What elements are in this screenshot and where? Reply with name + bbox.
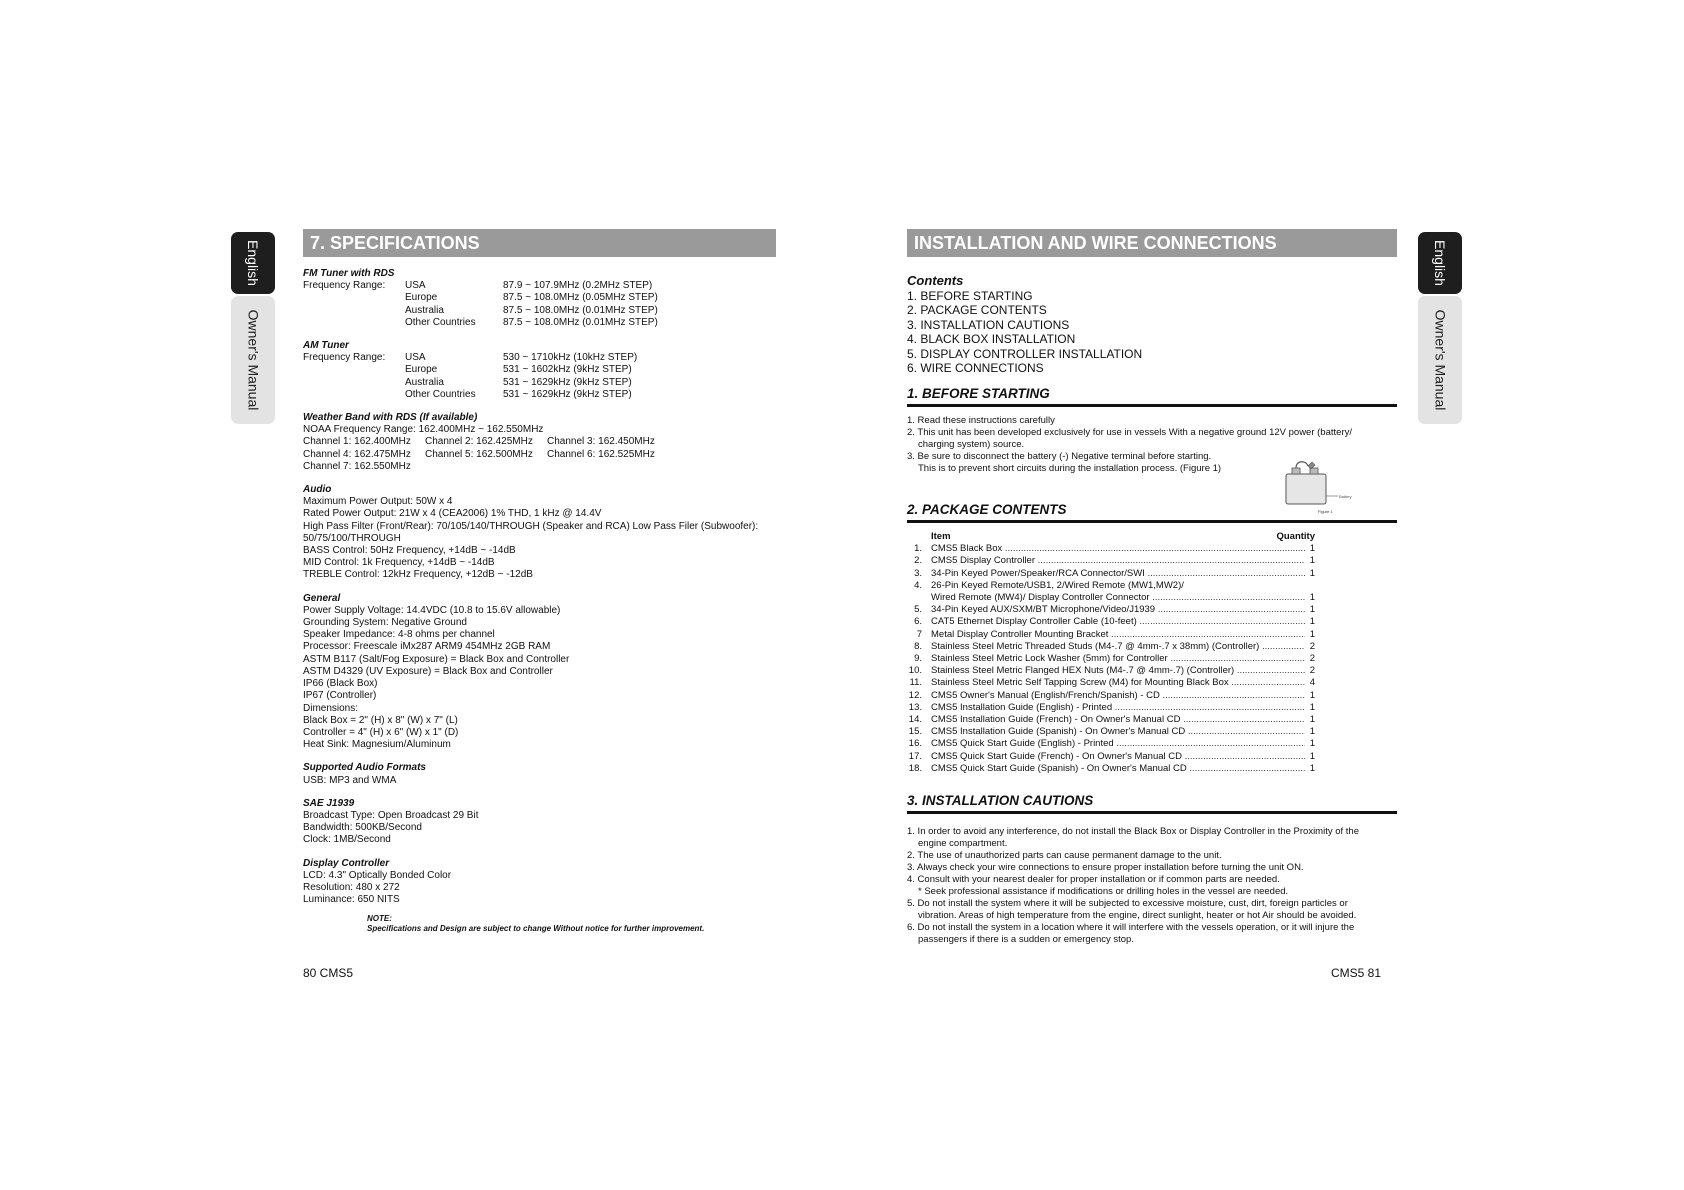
package-item-number: 8. — [914, 640, 922, 652]
general-line: ASTM D4329 (UV Exposure) = Black Box and Controller — [303, 665, 553, 677]
package-item-row — [907, 555, 1315, 567]
package-item-row — [907, 690, 1315, 702]
package-item-quantity: 2 — [1309, 665, 1315, 677]
package-item-row — [907, 751, 1315, 763]
audio-line: Rated Power Output: 21W x 4 (CEA2006) 1% THD, 1 kHz @ 14.4V — [303, 508, 602, 520]
package-item-row — [907, 568, 1315, 580]
manual-tab[interactable] — [231, 296, 275, 424]
noaa-range: NOAA Frequency Range: 162.400MHz ~ 162.550MHz — [303, 424, 544, 436]
package-item-number: 10. — [908, 665, 922, 677]
package-item-number: 2. — [914, 555, 922, 567]
package-item-quantity: 1 — [1309, 628, 1315, 640]
package-contents-table — [907, 531, 1315, 775]
package-item-number: 11. — [909, 677, 922, 689]
package-item-name: CMS5 Installation Guide (English) - Printed ..... — [931, 702, 1305, 714]
package-item-quantity: 2 — [1309, 653, 1315, 665]
manual-tab-label: Owner's Manual — [245, 309, 261, 411]
package-item-quantity: 1 — [1309, 738, 1315, 750]
installation-cautions-text — [907, 826, 1397, 946]
caution-line: vibration. Areas of high temperature from the engine, direct sunlight, heater or hot Air should be avoided. — [918, 910, 1357, 921]
page-number-right: CMS5 81 — [1331, 966, 1382, 980]
general-line: Black Box = 2" (H) x 8" (W) x 7" (L) — [303, 714, 458, 726]
package-item-quantity: 1 — [1309, 543, 1315, 555]
channel-row: Channel 1: 162.400MHz Channel 2: 162.425MHz Channel 3: 162.450MHz — [303, 436, 655, 448]
package-item-row — [907, 653, 1315, 665]
before-line: 1. Read these instructions carefully — [907, 415, 1055, 426]
package-item-quantity: 1 — [1309, 701, 1315, 713]
fm-tuner-heading: FM Tuner with RDS — [303, 268, 395, 279]
display-line: Resolution: 480 x 272 — [303, 881, 400, 893]
general-line: Processor: Freescale iMx287 ARM9 454MHz 2GB RAM — [303, 641, 551, 653]
package-item-row — [907, 714, 1315, 726]
package-item-number: 14. — [908, 714, 922, 726]
audio-line: BASS Control: 50Hz Frequency, +14dB ~ -14dB — [303, 545, 516, 557]
package-item-name: CMS5 Quick Start Guide (French) - On Owner's Manual CD ..... — [931, 751, 1305, 763]
am-row: Frequency Range: USA 530 ~ 1710kHz (10kHz STEP) — [303, 352, 638, 364]
audio-line: TREBLE Control: 12kHz Frequency, +12dB ~ -12dB — [303, 569, 533, 581]
package-item-quantity: 2 — [1309, 640, 1315, 652]
package-item-number: 15. — [908, 726, 922, 738]
package-item-name: CMS5 Quick Start Guide (Spanish) - On Owner's Manual CD ..... — [931, 763, 1305, 775]
display-line: Luminance: 650 NITS — [303, 894, 400, 906]
package-item-quantity: 1 — [1309, 750, 1315, 762]
package-item-row — [907, 616, 1315, 628]
general-line: Controller = 4" (H) x 6" (W) x 1" (D) — [303, 726, 459, 738]
package-item-quantity — [1305, 580, 1315, 592]
audio-line: 50/75/100/THROUGH — [303, 532, 401, 544]
package-item-quantity: 4 — [1309, 677, 1315, 689]
display-heading: Display Controller — [303, 857, 390, 869]
language-tab-right[interactable] — [1418, 232, 1462, 294]
general-line: Dimensions: — [303, 702, 359, 714]
display-line: LCD: 4.3" Optically Bonded Color — [303, 869, 452, 881]
package-item-row — [907, 677, 1315, 689]
caution-line: 6. Do not install the system in a location where it will interfere with the vessels operation, or it will injure the — [907, 922, 1355, 933]
contents-item[interactable]: 5. DISPLAY CONTROLLER INSTALLATION — [907, 346, 1143, 361]
package-contents-heading: 2. PACKAGE CONTENTS — [907, 502, 1397, 523]
package-item-name: CMS5 Black Box ..... — [931, 543, 1305, 555]
package-item-number: 3. — [914, 567, 922, 579]
package-item-quantity: 1 — [1309, 689, 1315, 701]
sae-heading: SAE J1939 — [303, 797, 355, 809]
package-item-row — [907, 543, 1315, 555]
contents-list — [907, 289, 1142, 375]
package-item-number: 5. — [914, 604, 922, 616]
contents-item[interactable]: 6. WIRE CONNECTIONS — [907, 361, 1044, 376]
package-item-quantity: 1 — [1309, 555, 1315, 567]
package-item-quantity: 1 — [1309, 616, 1315, 628]
installation-title: INSTALLATION AND WIRE CONNECTIONS — [907, 229, 1397, 257]
package-item-name: CMS5 Display Controller ..... — [931, 555, 1305, 567]
fm-row: Europe 87.5 ~ 108.0MHz (0.05MHz STEP) — [405, 292, 658, 304]
package-item-name: CMS5 Owner's Manual (English/French/Spanish) - CD ..... — [931, 690, 1305, 702]
package-item-number: 6. — [914, 616, 922, 628]
package-item-name: CMS5 Installation Guide (Spanish) - On Owner's Manual CD ..... — [931, 726, 1305, 738]
package-item-number: 9. — [914, 653, 922, 665]
am-row: Other Countries 531 ~ 1629kHz (9kHz STEP) — [405, 388, 632, 400]
before-line: 2. This unit has been developed exclusively for use in vessels With a negative ground 12V power (battery/ — [907, 427, 1352, 438]
installation-cautions-heading: 3. INSTALLATION CAUTIONS — [907, 793, 1397, 814]
package-item-number: 17. — [908, 750, 922, 762]
general-line: Power Supply Voltage: 14.4VDC (10.8 to 15.6V allowable) — [303, 604, 561, 616]
column-quantity: Quantity — [1276, 531, 1315, 542]
column-item: Item — [931, 531, 951, 542]
audio-line: MID Control: 1k Frequency, +14dB ~ -14dB — [303, 557, 495, 569]
caution-line: 5. Do not install the system where it will be subjected to excessive moisture, cust, dirt, foreign particles or — [907, 898, 1348, 909]
caution-line: 1. In order to avoid any interference, do not install the Black Box or Display Controller in the Proximity of the — [907, 826, 1360, 837]
package-item-name: CAT5 Ethernet Display Controller Cable (10-feet) ..... — [931, 616, 1305, 628]
package-item-name: 34-Pin Keyed AUX/SXM/BT Microphone/Video/J1939 ..... — [931, 604, 1305, 616]
package-item-number: 1. — [914, 543, 922, 555]
general-heading: General — [303, 592, 341, 604]
package-item-name: CMS5 Quick Start Guide (English) - Printed ..... — [931, 738, 1305, 750]
package-item-name: Metal Display Controller Mounting Bracket ..... — [931, 629, 1305, 641]
package-item-number: 13. — [908, 701, 922, 713]
note-text: Specifications and Design are subject to change Without notice for further improvement. — [367, 924, 705, 934]
contents-title: Contents — [907, 273, 964, 288]
page-number-left: 80 CMS5 — [303, 966, 354, 980]
language-tab[interactable] — [231, 232, 275, 294]
battery-label: Battery — [1339, 494, 1352, 499]
audio-line: Maximum Power Output: 50W x 4 — [303, 496, 453, 508]
caution-line: 3. Always check your wire connections to ensure proper installation before turning the unit ON. — [907, 862, 1304, 873]
manual-tab-label: Owner's Manual — [1432, 309, 1448, 411]
package-item-row — [907, 665, 1315, 677]
package-item-quantity: 1 — [1309, 604, 1315, 616]
package-item-name: Stainless Steel Metric Threaded Studs (M4-.7 @ 4mm-.7 x 38mm) (Controller) ..... — [931, 641, 1305, 653]
figure-label: Figure 1 — [1318, 509, 1333, 514]
package-item-quantity: 1 — [1309, 714, 1315, 726]
caution-line: 2. The use of unauthorized parts can cause permanent damage to the unit. — [907, 850, 1222, 861]
note-label: NOTE: — [367, 914, 392, 924]
fm-row: Australia 87.5 ~ 108.0MHz (0.01MHz STEP) — [405, 304, 658, 316]
formats-heading: Supported Audio Formats — [303, 762, 426, 774]
package-item-number: 4. — [914, 579, 922, 591]
package-item-number — [907, 592, 931, 604]
contents-item[interactable]: 1. BEFORE STARTING — [907, 289, 1033, 303]
package-item-row — [907, 629, 1315, 641]
general-line: IP67 (Controller) — [303, 690, 377, 702]
package-item-row — [907, 738, 1315, 750]
package-item-row — [907, 702, 1315, 714]
package-header-row — [907, 531, 1315, 543]
package-item-name: Wired Remote (MW4)/ Display Controller Connector ..... — [931, 592, 1305, 604]
package-item-row — [907, 604, 1315, 616]
language-tab-label: English — [1432, 240, 1449, 286]
manual-tab-right[interactable] — [1418, 296, 1462, 424]
general-line: Speaker Impedance: 4-8 ohms per channel — [303, 629, 495, 641]
sae-line: Broadcast Type: Open Broadcast 29 Bit — [303, 809, 479, 821]
caution-line: * Seek professional assistance if modifications or drilling holes in the vessel are needed. — [918, 886, 1289, 897]
language-tab-label: English — [245, 240, 262, 286]
package-item-row — [907, 592, 1315, 604]
package-item-row — [907, 641, 1315, 653]
package-item-name: 34-Pin Keyed Power/Speaker/RCA Connector/SWI ..... — [931, 568, 1305, 580]
caution-line: engine compartment. — [918, 838, 1008, 849]
package-item-name: Stainless Steel Metric Self Tapping Screw (M4) for Mounting Black Box ..... — [931, 677, 1305, 689]
package-item-row — [907, 580, 1315, 592]
general-line: ASTM B117 (Salt/Fog Exposure) = Black Box and Controller — [303, 653, 570, 665]
package-item-number: 12. — [908, 689, 922, 701]
package-item-number: 7 — [916, 628, 922, 640]
contents-item[interactable]: 4. BLACK BOX INSTALLATION — [907, 332, 1076, 347]
channel-row: Channel 7: 162.550MHz — [303, 460, 411, 472]
package-item-name: 26-Pin Keyed Remote/USB1, 2/Wired Remote (MW1,MW2)/ — [931, 579, 1184, 591]
package-item-row — [907, 763, 1315, 775]
audio-heading: Audio — [303, 484, 332, 496]
before-line: 3. Be sure to disconnect the battery (-) Negative terminal before starting. — [907, 451, 1212, 462]
before-line: This is to prevent short circuits during the installation process. (Figure 1) — [918, 463, 1222, 474]
sae-line: Bandwidth: 500KB/Second — [303, 822, 422, 834]
general-line: Heat Sink: Magnesium/Aluminum — [303, 739, 451, 751]
weather-band-heading: Weather Band with RDS (If available) — [303, 412, 478, 424]
am-row: Europe 531 ~ 1602kHz (9kHz STEP) — [405, 364, 632, 376]
before-line: charging system) source. — [918, 439, 1025, 450]
caution-line: 4. Consult with your nearest dealer for proper installation or if common parts are needed. — [907, 874, 1280, 885]
package-item-number: 18. — [908, 762, 922, 774]
contents-item[interactable]: 2. PACKAGE CONTENTS — [907, 303, 1047, 318]
specifications-body — [303, 268, 773, 934]
fm-row: Frequency Range: USA 87.9 ~ 107.9MHz (0.2MHz STEP) — [303, 280, 653, 292]
package-item-row — [907, 726, 1315, 738]
package-item-quantity: 1 — [1309, 567, 1315, 579]
note — [367, 914, 773, 934]
package-item-name: Stainless Steel Metric Flanged HEX Nuts (M4-.7 @ 4mm-.7) (Controller) ..... — [931, 665, 1305, 677]
sae-line: Clock: 1MB/Second — [303, 834, 391, 846]
general-line: IP66 (Black Box) — [303, 678, 378, 690]
package-item-number: 16. — [908, 738, 922, 750]
channel-row: Channel 4: 162.475MHz Channel 5: 162.500MHz Channel 6: 162.525MHz — [303, 448, 655, 460]
package-item-quantity: 1 — [1309, 762, 1315, 774]
specifications-title: 7. SPECIFICATIONS — [303, 229, 776, 257]
fm-row: Other Countries 87.5 ~ 108.0MHz (0.01MHz STEP) — [405, 316, 658, 328]
package-item-quantity: 1 — [1309, 726, 1315, 738]
package-item-name: Stainless Steel Metric Lock Washer (5mm) for Controller ..... — [931, 653, 1305, 665]
audio-line: High Pass Filter (Front/Rear): 70/105/140/THROUGH (Speaker and RCA) Low Pass Filer (Subwoofer): — [303, 520, 759, 532]
am-row: Australia 531 ~ 1629kHz (9kHz STEP) — [405, 376, 632, 388]
caution-line: passengers if there is a sudden or emergency stop. — [918, 934, 1134, 945]
am-tuner-heading: AM Tuner — [303, 340, 349, 352]
contents-item[interactable]: 3. INSTALLATION CAUTIONS — [907, 317, 1070, 332]
package-item-name: CMS5 Installation Guide (French) - On Owner's Manual CD ..... — [931, 714, 1305, 726]
formats-line: USB: MP3 and WMA — [303, 774, 397, 786]
package-item-quantity: 1 — [1309, 592, 1315, 604]
before-starting-heading: 1. BEFORE STARTING — [907, 386, 1397, 407]
general-line: Grounding System: Negative Ground — [303, 617, 467, 629]
